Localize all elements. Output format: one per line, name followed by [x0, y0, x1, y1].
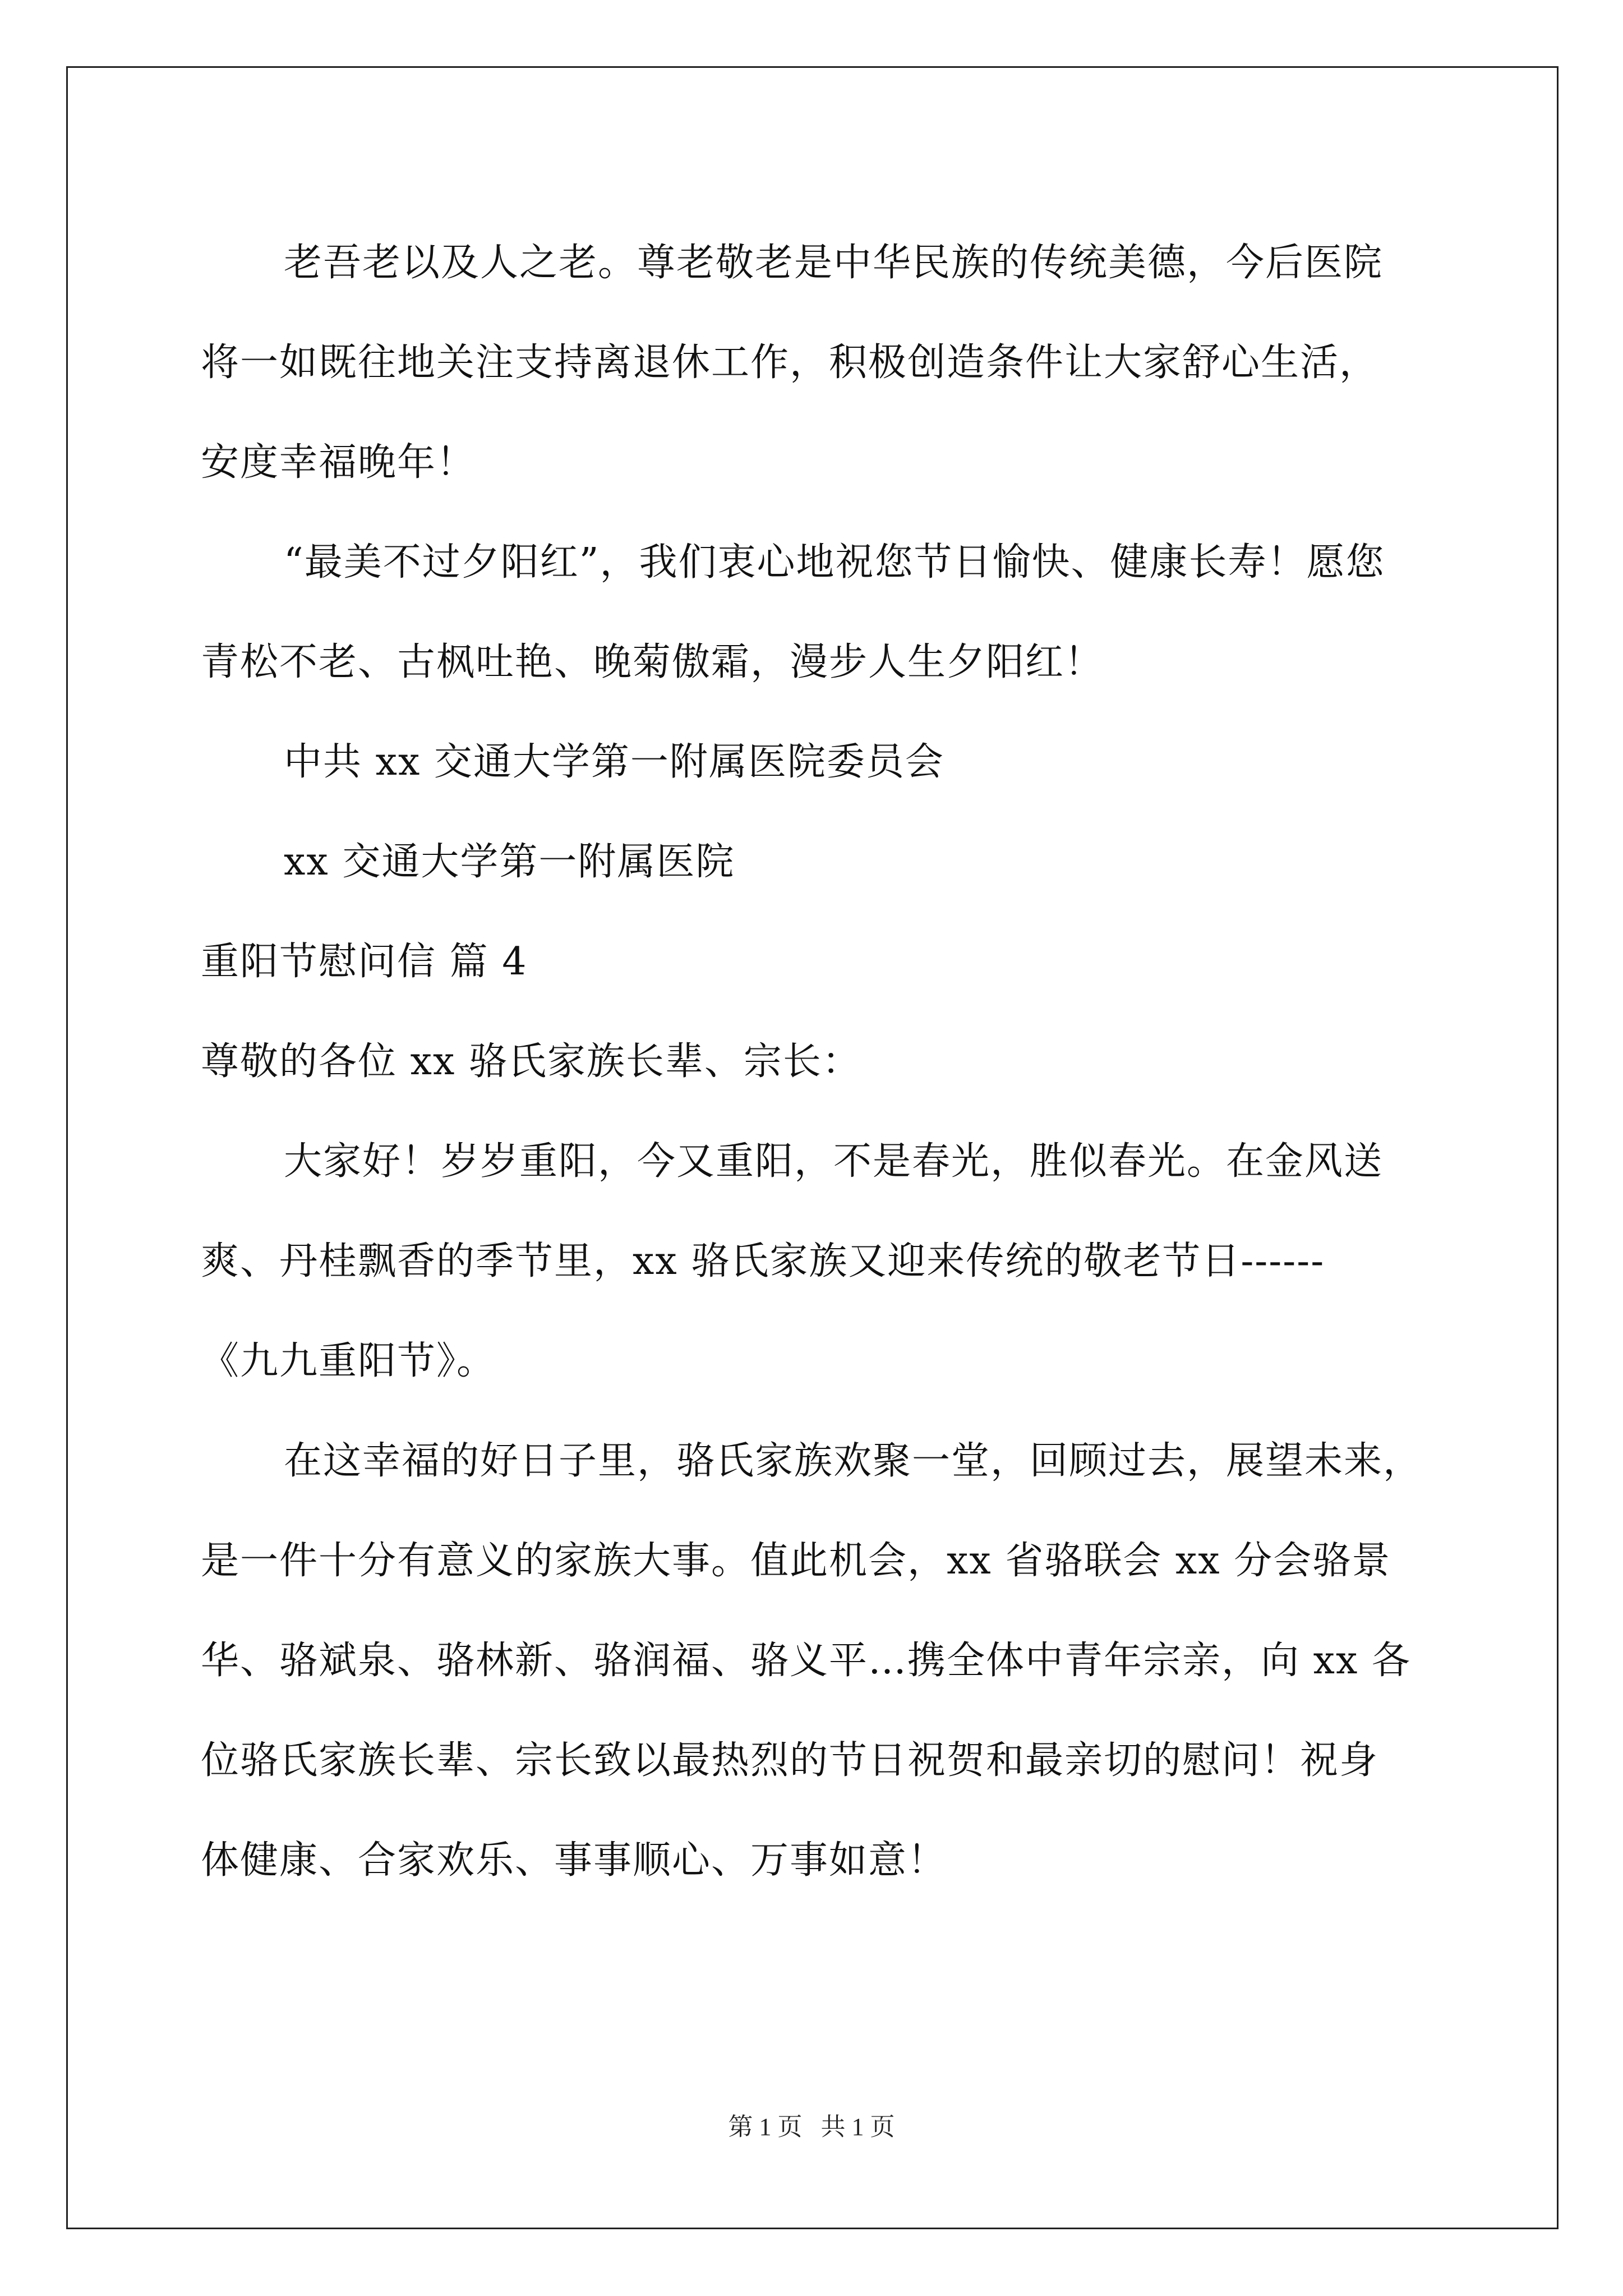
text-line: 《九九重阳节》。: [201, 1339, 496, 1383]
text-line: 安度幸福晚年！: [201, 440, 476, 485]
signature-line: xx 交通大学第一附属医院: [284, 840, 735, 884]
text-line: 体健康、合家欢乐、事事顺心、万事如意！: [201, 1838, 947, 1883]
section-heading: 重阳节慰问信 篇 4: [201, 940, 528, 984]
text-line: 位骆氏家族长辈、宗长致以最热烈的节日祝贺和最亲切的慰问！祝身: [201, 1738, 1379, 1783]
document-body: [201, 213, 1463, 1911]
text-line: 在这幸福的好日子里，骆氏家族欢聚一堂，回顾过去，展望未来，: [284, 1439, 1423, 1483]
text-line: 爽、丹桂飘香的季节里，xx 骆氏家族又迎来传统的敬老节日------: [201, 1239, 1325, 1283]
salutation: 尊敬的各位 xx 骆氏家族长辈、宗长：: [201, 1039, 861, 1084]
text-line: 青松不老、古枫吐艳、晚菊傲霜，漫步人生夕阳红！: [201, 640, 1104, 684]
text-line: 华、骆斌泉、骆林新、骆润福、骆义平…携全体中青年宗亲，向 xx 各: [201, 1639, 1411, 1683]
text-line: 大家好！岁岁重阳，今又重阳，不是春光，胜似春光。在金风送: [284, 1139, 1384, 1184]
page-footer: 第 1 页 共 1 页: [728, 2113, 895, 2141]
text-line: “最美不过夕阳红”，我们衷心地祝您节日愉快、健康长寿！愿您: [284, 540, 1385, 585]
text-line: 老吾老以及人之老。尊老敬老是中华民族的传统美德，今后医院: [284, 241, 1384, 285]
text-line: 将一如既往地关注支持离退休工作，积极创造条件让大家舒心生活，: [201, 341, 1379, 385]
text-line: 是一件十分有意义的家族大事。值此机会，xx 省骆联会 xx 分会骆景: [201, 1539, 1391, 1583]
signature-line: 中共 xx 交通大学第一附属医院委员会: [284, 740, 944, 784]
